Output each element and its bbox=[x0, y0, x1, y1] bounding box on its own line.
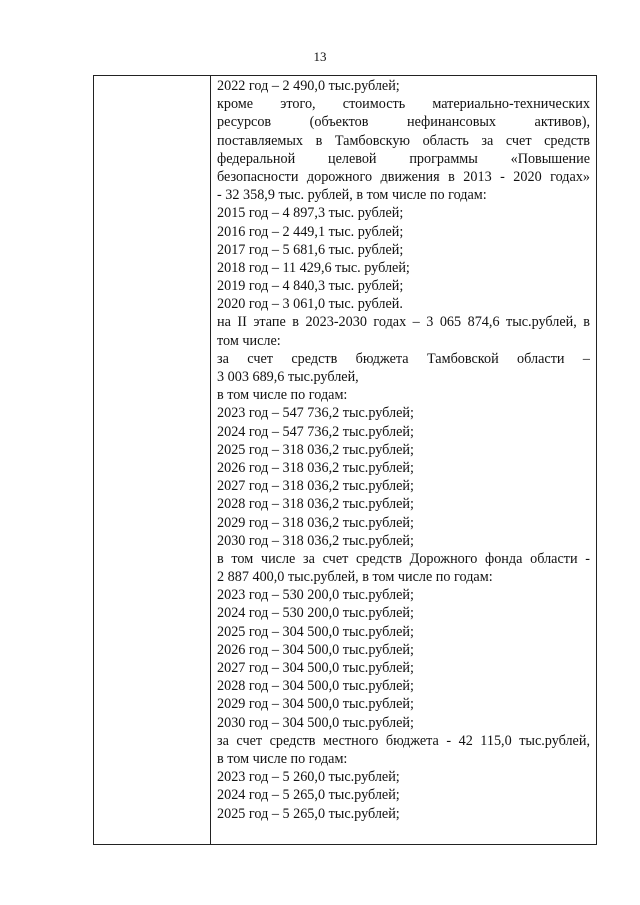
text-line: в том числе за счет средств Дорожного фонда области - bbox=[217, 550, 590, 567]
text-line: 2025 год – 318 036,2 тыс.рублей; bbox=[217, 441, 414, 458]
text-line: 2027 год – 304 500,0 тыс.рублей; bbox=[217, 660, 414, 676]
table-right-cell bbox=[217, 76, 590, 823]
text-line: том числе: bbox=[217, 332, 281, 349]
text-line: 2029 год – 304 500,0 тыс.рублей; bbox=[217, 696, 414, 713]
text-line: кроме этого, стоимость материально-технических bbox=[217, 96, 590, 113]
text-line: в том числе по годам: bbox=[217, 750, 348, 767]
text-line: на II этапе в 2023-2030 годах – 3 065 874,6 тыс.рублей, в bbox=[217, 314, 590, 331]
text-line: 2024 год – 547 736,2 тыс.рублей; bbox=[217, 423, 414, 440]
text-line: 2028 год – 304 500,0 тыс.рублей; bbox=[217, 678, 414, 695]
text-line: 2030 год – 304 500,0 тыс.рублей; bbox=[217, 714, 414, 731]
text-line: 2018 год – 11 429,6 тыс. рублей; bbox=[217, 259, 410, 276]
text-line: 2030 год – 318 036,2 тыс.рублей; bbox=[217, 532, 414, 549]
page-number: 13 bbox=[313, 49, 327, 64]
text-line: 2023 год – 547 736,2 тыс.рублей; bbox=[217, 405, 414, 422]
text-line: 2024 год – 5 265,0 тыс.рублей; bbox=[217, 787, 400, 804]
text-line: федеральной целевой программы «Повышение bbox=[217, 150, 590, 167]
text-line: 2023 год – 5 260,0 тыс.рублей; bbox=[217, 769, 400, 786]
text-line: - 32 358,9 тыс. рублей, в том числе по годам: bbox=[217, 187, 487, 204]
text-line: 2016 год – 2 449,1 тыс. рублей; bbox=[217, 223, 404, 240]
text-line: 2025 год – 304 500,0 тыс.рублей; bbox=[217, 623, 414, 640]
text-line: за счет средств местного бюджета - 42 115,0 тыс.рублей, bbox=[217, 732, 590, 749]
text-line: 2028 год – 318 036,2 тыс.рублей; bbox=[217, 496, 414, 513]
text-line: 2019 год – 4 840,3 тыс. рублей; bbox=[217, 278, 404, 295]
text-line: 2 887 400,0 тыс.рублей, в том числе по годам: bbox=[217, 569, 493, 586]
table-left-cell bbox=[94, 76, 211, 844]
document-table bbox=[93, 75, 597, 845]
text-line: 2026 год – 318 036,2 тыс.рублей; bbox=[217, 459, 414, 476]
text-line: 2029 год – 318 036,2 тыс.рублей; bbox=[217, 514, 414, 531]
text-line: 2017 год – 5 681,6 тыс. рублей; bbox=[217, 241, 404, 258]
text-line: за счет средств бюджета Тамбовской области – bbox=[217, 350, 590, 367]
text-line: 2020 год – 3 061,0 тыс. рублей. bbox=[217, 296, 403, 313]
text-line: 2026 год – 304 500,0 тыс.рублей; bbox=[217, 641, 414, 658]
text-line: 2027 год – 318 036,2 тыс.рублей; bbox=[217, 478, 414, 495]
text-line: ресурсов (объектов нефинансовых активов), bbox=[217, 114, 590, 131]
text-line: 3 003 689,6 тыс.рублей, bbox=[217, 369, 359, 385]
text-line: в том числе по годам: bbox=[217, 387, 348, 404]
text-line: 2025 год – 5 265,0 тыс.рублей; bbox=[217, 805, 400, 822]
text-line: 2023 год – 530 200,0 тыс.рублей; bbox=[217, 587, 414, 604]
text-line: безопасности дорожного движения в 2013 - 2020 годах» bbox=[217, 168, 590, 185]
text-line: поставляемых в Тамбовскую область за счет средств bbox=[217, 132, 590, 149]
text-line: 2015 год – 4 897,3 тыс. рублей; bbox=[217, 205, 404, 222]
text-line: 2024 год – 530 200,0 тыс.рублей; bbox=[217, 605, 414, 622]
text-line: 2022 год – 2 490,0 тыс.рублей; bbox=[217, 78, 400, 94]
